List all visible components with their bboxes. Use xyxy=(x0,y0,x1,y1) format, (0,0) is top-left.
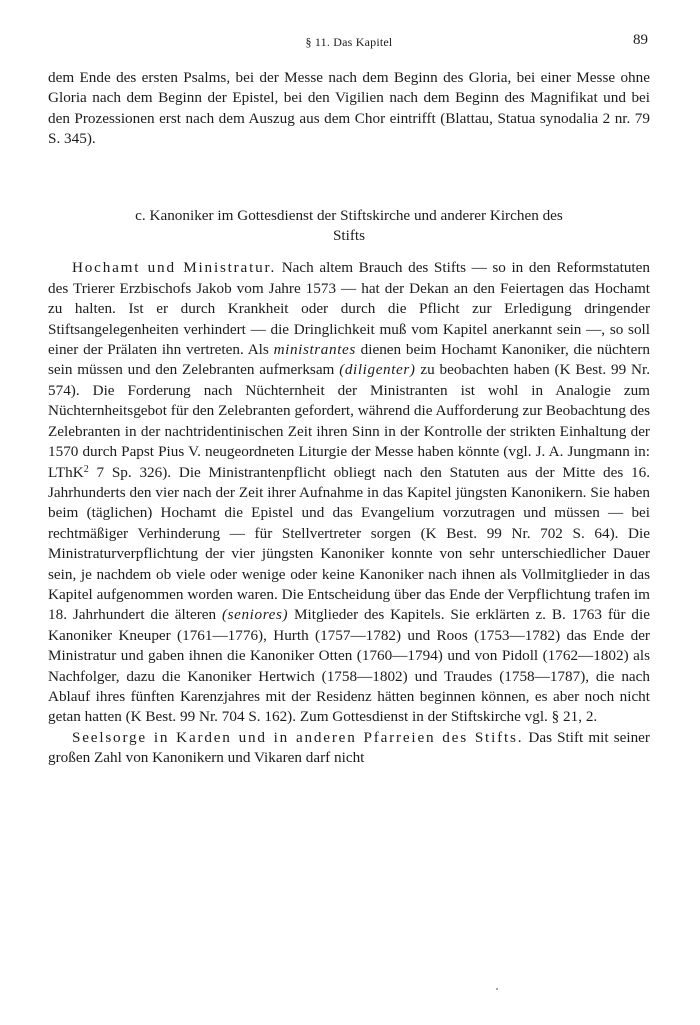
text-run: Nach altem Brauch des Stifts — so in den Reformstatuten des Trierer Erzbischofs Jakob vom Jahre 1573 — hat der Dekan an den Feiertagen das Hochamt zu halten. Ist er durch Krankheit oder durch die Pflicht zur Erledigung dringender Stiftsangelegenheiten verhindert — die Dringlichkeit muß vom Kapitel anerkannt sein —, so soll einer der Prälaten ihn vertreten. Als xyxy=(48,259,650,359)
book-page xyxy=(48,30,650,769)
paragraph-hochamt xyxy=(48,258,650,727)
section-heading-line-2: Stifts xyxy=(332,227,366,245)
page-header xyxy=(48,30,650,54)
paragraph-continuation: dem Ende des ersten Psalms, bei der Messe nach dem Beginn des Gloria, bei einer Messe ohne Gloria nach dem Beginn der Epistel, bei den Vigilien nach dem Beginn des Magnifikat und bei den Prozessionen erst nach dem Auszug aus dem Chor eintrifft (Blattau, Statua synodalia 2 nr. 79 S. 345). xyxy=(48,69,650,148)
section-heading-line-1: c. Kanoniker im Gottesdienst der Stiftskirche und anderer Kirchen des xyxy=(135,206,563,224)
paragraph-seelsorge xyxy=(48,728,650,769)
latin-term-ministrantes: ministrantes xyxy=(273,341,356,359)
running-head: § 11. Das Kapitel xyxy=(305,35,393,49)
paragraph-lead-hochamt: Hochamt und Ministratur. xyxy=(72,259,277,277)
latin-term-diligenter: (diligenter) xyxy=(339,361,416,379)
text-run: 7 Sp. 326). Die Ministrantenpflicht obliegt nach den Statuten aus der Mitte des 16. Jahrhunderts den vier nach der Zeit ihrer Aufnahme in das Kapitel jüngsten Kanonikern. Sie haben beim (täglichen) Hochamt die Epistel und das Evangelium vorzutragen und müssen — bei rechtmäßiger Verhinderung — für Stellvertreter sorgen (K Best. 99 Nr. 702 S. 64). Die Ministraturverpflichtung der vier jüngsten Kanoniker konnte von sehr unterschiedlicher Dauer sein, je nachdem ob viele oder wenige oder keine Kanoniker nach ihnen als Vollmitglieder in das Kapitel aufgenommen worden waren. Die Entscheidung über das Ende der Verpflichtung trafen im 18. Jahrhundert die älteren xyxy=(48,463,650,624)
latin-term-seniores: (seniores) xyxy=(221,606,289,624)
scan-speck xyxy=(496,988,498,990)
section-heading xyxy=(48,206,650,247)
text-run: zu beobachten haben (K Best. 99 Nr. 574). Die Forderung nach Nüchternheit der Ministranten ist wohl in Analogie zum Nüchternheitsgebot für den Zelebranten gefordert, während die Aufforderung zur Beobachtung des Zelebranten in der nachtridentinischen Zeit ihren Sinn in der Kontrolle der strikten Einhaltung der 1570 durch Papst Pius V. neugeordneten Liturgie der Messe haben könnte (vgl. J. A. Jungmann in: LThK xyxy=(48,361,650,481)
page-number: 89 xyxy=(633,32,648,48)
edition-superscript: 2 xyxy=(83,463,89,475)
text-run: dienen beim Hochamt Kanoniker, die nüchtern sein müssen und den Zelebranten aufmerksam xyxy=(48,341,650,379)
text-run: Das Stift mit seiner großen Zahl von Kanonikern und Vikaren darf nicht xyxy=(48,728,650,767)
text-run: Mitglieder des Kapitels. Sie erklärten z. B. 1763 für die Kanoniker Kneuper (1761—1776), Hurth (1757—1782) und Roos (1753—1782) das Ende der Ministratur und gaben ihnen die Kanoniker Otten (1760—1794) und von Pidoll (1762—1802) als Nachfolger, dazu die Kanoniker Hertwich (1758—1802) und Traudes (1758—1787), die nach Ablauf ihres fünften Karenzjahres mit der Residenz hätten beginnen können, es aber noch nicht getan hatten (K Best. 99 Nr. 704 S. 162). Zum Gottesdienst in der Stiftskirche vgl. § 21, 2. xyxy=(48,606,650,726)
paragraph-lead-seelsorge: Seelsorge in Karden und in anderen Pfarreien des Stifts. xyxy=(72,728,524,746)
